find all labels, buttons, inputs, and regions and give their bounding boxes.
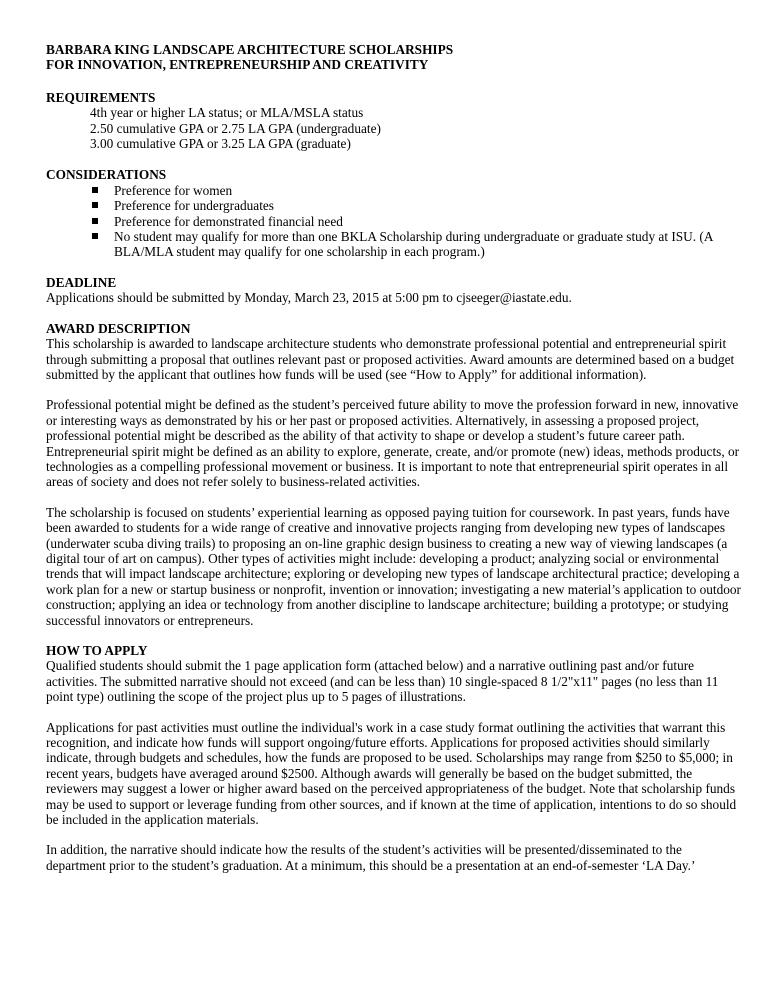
considerations-section [46, 167, 742, 259]
consideration-text: No student may qualify for more than one BKLA Scholarship during undergraduate or graduate study at ISU. (A BLA/MLA student may qualify for one scholarship in each program.) [114, 229, 713, 260]
bullet-square-icon [92, 202, 98, 208]
apply-paragraph: In addition, the narrative should indicate how the results of the student’s activities will be presented/disseminated to the department prior to the student’s graduation. At a minimum, this should be a presentation at an end-of-semester ‘LA Day.’ [46, 842, 696, 873]
award-paragraph: Professional potential might be defined as the student’s perceived future ability to move the profession forward in new, innovative or interesting ways as demonstrated by his or her past or proposed activities. Alternatively, in assessing a proposed project, professional potential might be described as the ability of that activity to shape or develop a student’s future career path. Entrepreneurial spirit might be defined as an ability to explore, generate, create, and/or promote (new) ideas, methods products, or technologies as a compelling professional movement or business. It is important to note that entrepreneurial spirit operates in all areas of society and does not refer solely to business-related activities. [46, 397, 740, 490]
document-title [46, 42, 742, 73]
requirement-item: 2.50 cumulative GPA or 2.75 LA GPA (undergraduate) [90, 120, 381, 136]
consideration-text: Preference for undergraduates [114, 198, 274, 214]
award-heading: AWARD DESCRIPTION [46, 320, 191, 336]
considerations-list [46, 183, 742, 260]
bullet-square-icon [92, 187, 98, 193]
title-line-1: BARBARA KING LANDSCAPE ARCHITECTURE SCHOLARSHIPS [46, 42, 454, 57]
bullet-square-icon [92, 218, 98, 224]
apply-paragraph: Applications for past activities must outline the individual's work in a case study format outlining the activities that warrant this recognition, and indicate how funds will support ongoing/future efforts. Applications for proposed activities should similarly indicate, through budgets and schedules, how the funds are proposed to be used. Scholarships may range from $250 to $5,000; in recent years, budgets have averaged around $2500. Although awards will generally be based on the budget submitted, the reviewers may suggest a lower or higher award based on the perceived appropriateness of the budget. Note that scholarship funds may be used to support or leverage funding from other sources, and if known at the time of application, intentions to do so should be included in the application materials. [46, 719, 737, 828]
title-line-2: FOR INNOVATION, ENTREPRENEURSHIP AND CREATIVITY [46, 57, 429, 73]
list-item [92, 214, 742, 229]
considerations-heading: CONSIDERATIONS [46, 167, 167, 183]
list-item [92, 229, 742, 260]
award-section [46, 321, 742, 628]
deadline-section [46, 275, 742, 306]
deadline-heading: DEADLINE [46, 274, 117, 290]
list-item [92, 183, 742, 198]
apply-paragraph: Qualified students should submit the 1 page application form (attached below) and a narrative outlining past and/or future activities. The submitted narrative should not exceed (and can be less than) 10 single-spaced 8 1/2"x11" pages (no less than 11 point type) outlining the scope of the project plus up to 5 pages of illustrations. [46, 658, 719, 705]
consideration-text: Preference for demonstrated financial need [114, 213, 343, 229]
requirement-item: 4th year or higher LA status; or MLA/MSLA status [90, 105, 364, 121]
how-to-apply-heading: HOW TO APPLY [46, 643, 148, 658]
bullet-square-icon [92, 233, 98, 239]
requirements-section [46, 90, 742, 152]
list-item [92, 198, 742, 213]
how-to-apply-section [46, 643, 742, 873]
award-paragraph: The scholarship is focused on students’ experiential learning as opposed paying tuition for coursework. In past years, funds have been awarded to students for a wide range of creative and innovative projects ranging from developing new types of landscapes (underwater scuba diving trails) to proposing an on-line graphic design business to creating a new way of viewing landscapes (a digital tour of art on campus). Other types of activities might include: developing a product; analyzing social or environmental trends that will impact landscape architecture; exploring or developing new types of landscape architectural practice; developing a work plan for a new or startup business or nonprofit, invention or innovation; investigating a new material’s application to outdoor construction; applying an idea or technology from another discipline to landscape architecture; building a prototype; or studying successful innovators or entrepreneurs. [46, 504, 741, 628]
requirements-heading: REQUIREMENTS [46, 89, 156, 105]
consideration-text: Preference for women [114, 182, 233, 198]
requirement-item: 3.00 cumulative GPA or 3.25 LA GPA (graduate) [90, 136, 351, 152]
deadline-text: Applications should be submitted by Monday, March 23, 2015 at 5:00 pm to cjseeger@iastate.edu. [46, 290, 572, 306]
award-paragraph: This scholarship is awarded to landscape architecture students who demonstrate professional potential and entrepreneurial spirit through submitting a proposal that outlines relevant past or proposed activities. Award amounts are determined based on a budget submitted by the applicant that outlines how funds will be used (see “How to Apply” for additional information). [46, 336, 735, 382]
